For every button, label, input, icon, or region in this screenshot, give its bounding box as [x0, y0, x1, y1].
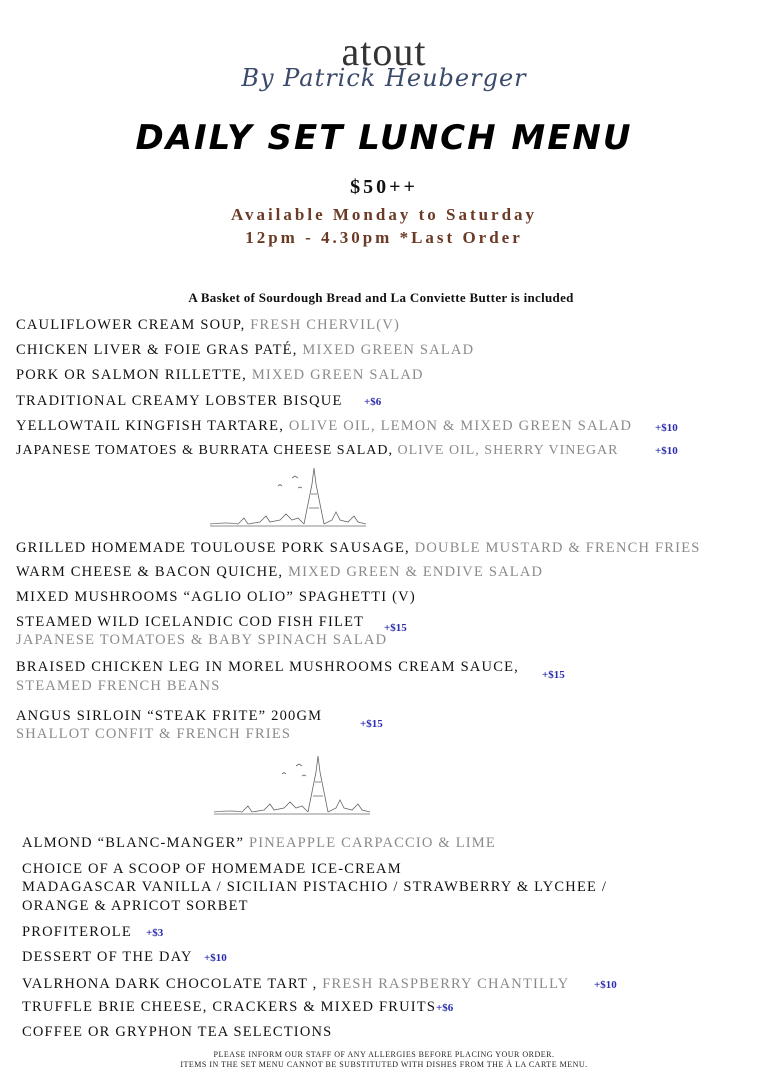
supplement-badge: +$6	[436, 1002, 454, 1014]
starter-name: TRADITIONAL CREAMY LOBSTER BISQUE	[16, 393, 343, 409]
dessert-name: VALRHONA DARK CHOCOLATE TART ,	[22, 976, 318, 992]
dessert-name: PROFITEROLE	[22, 924, 132, 940]
supplement-badge: +$3	[146, 927, 164, 939]
main-desc: STEAMED FRENCH BEANS	[16, 678, 221, 694]
supplement-badge: +$15	[384, 622, 407, 634]
supplement-badge: +$10	[655, 445, 678, 457]
page-title: DAILY SET LUNCH MENU	[135, 118, 633, 158]
dessert-name: CHOICE OF A SCOOP OF HOMEMADE ICE-CREAM	[22, 861, 402, 877]
starter-item	[16, 367, 424, 384]
dessert-name: DESSERT OF THE DAY	[22, 949, 193, 965]
allergy-note: PLEASE INFORM OUR STAFF OF ANY ALLERGIES BEFORE PLACING YOUR ORDER.	[213, 1050, 555, 1059]
set-price: $50++	[350, 176, 418, 198]
dessert-desc: PINEAPPLE CARPACCIO & LIME	[248, 835, 496, 851]
starter-name: YELLOWTAIL KINGFISH TARTARE,	[16, 418, 285, 434]
main-item	[16, 708, 322, 725]
starter-desc: MIXED GREEN SALAD	[302, 342, 475, 358]
dessert-name: TRUFFLE BRIE CHEESE, CRACKERS & MIXED FRUITS	[22, 999, 437, 1015]
main-item	[16, 540, 701, 557]
starter-item	[16, 418, 632, 435]
supplement-badge: +$15	[542, 669, 565, 681]
supplement-badge: +$10	[594, 979, 617, 991]
main-item	[16, 564, 543, 581]
starter-item	[16, 443, 618, 459]
availability-hours: 12pm - 4.30pm *Last Order	[245, 228, 523, 247]
dessert-desc: FRESH RASPBERRY CHANTILLY	[322, 976, 570, 992]
supplement-badge: +$10	[655, 422, 678, 434]
bread-note: A Basket of Sourdough Bread and La Conviette Butter is included	[188, 290, 574, 305]
starter-name: PORK OR SALMON RILLETTE,	[16, 367, 247, 383]
availability-days: Available Monday to Saturday	[230, 205, 538, 224]
chef-signature: By Patrick Heuberger	[241, 64, 527, 92]
dessert-item	[22, 976, 569, 993]
main-name: WARM CHEESE & BACON QUICHE,	[16, 564, 284, 580]
starter-item	[16, 393, 343, 410]
starter-name: JAPANESE TOMATOES & BURRATA CHEESE SALAD,	[16, 443, 393, 458]
starter-desc: MIXED GREEN SALAD	[251, 367, 424, 383]
starter-desc: OLIVE OIL, SHERRY VINEGAR	[397, 443, 619, 458]
main-name: MIXED MUSHROOMS “AGLIO OLIO” SPAGHETTI (V)	[16, 589, 416, 605]
substitution-note: ITEMS IN THE SET MENU CANNOT BE SUBSTITUTED WITH DISHES FROM THE À LA CARTE MENU.	[180, 1060, 588, 1069]
paris-skyline-icon	[208, 464, 368, 532]
starter-name: CAULIFLOWER CREAM SOUP,	[16, 317, 246, 333]
main-item	[16, 589, 416, 606]
main-name: STEAMED WILD ICELANDIC COD FISH FILET	[16, 614, 365, 630]
dessert-name: ALMOND “BLANC-MANGER”	[22, 835, 245, 851]
dessert-item	[22, 835, 496, 852]
main-desc: JAPANESE TOMATOES & BABY SPINACH SALAD	[16, 632, 388, 648]
main-name: BRAISED CHICKEN LEG IN MOREL MUSHROOMS CREAM SAUCE,	[16, 659, 519, 675]
main-name: ANGUS SIRLOIN “STEAK FRITE” 200GM	[16, 708, 323, 724]
main-name: GRILLED HOMEMADE TOULOUSE PORK SAUSAGE,	[16, 540, 410, 556]
main-desc: SHALLOT CONFIT & FRENCH FRIES	[16, 726, 292, 742]
starter-desc: FRESH CHERVIL(V)	[250, 317, 400, 333]
starter-item	[16, 317, 400, 334]
supplement-badge: +$10	[204, 952, 227, 964]
main-item	[16, 614, 364, 631]
main-item	[16, 659, 519, 676]
starter-name: CHICKEN LIVER & FOIE GRAS PATÉ,	[16, 342, 298, 358]
supplement-badge: +$6	[364, 396, 382, 408]
paris-skyline-icon	[212, 752, 372, 820]
main-desc: DOUBLE MUSTARD & FRENCH FRIES	[414, 540, 701, 556]
starter-desc: OLIVE OIL, LEMON & MIXED GREEN SALAD	[288, 418, 633, 434]
main-desc: MIXED GREEN & ENDIVE SALAD	[288, 564, 544, 580]
supplement-badge: +$15	[360, 718, 383, 730]
dessert-options: ORANGE & APRICOT SORBET	[22, 898, 249, 914]
starter-item	[16, 342, 474, 359]
dessert-options: MADAGASCAR VANILLA / SICILIAN PISTACHIO / STRAWBERRY & LYCHEE /	[22, 879, 608, 895]
brand-logo: atout	[341, 29, 427, 74]
dessert-name: COFFEE OR GRYPHON TEA SELECTIONS	[22, 1024, 333, 1040]
